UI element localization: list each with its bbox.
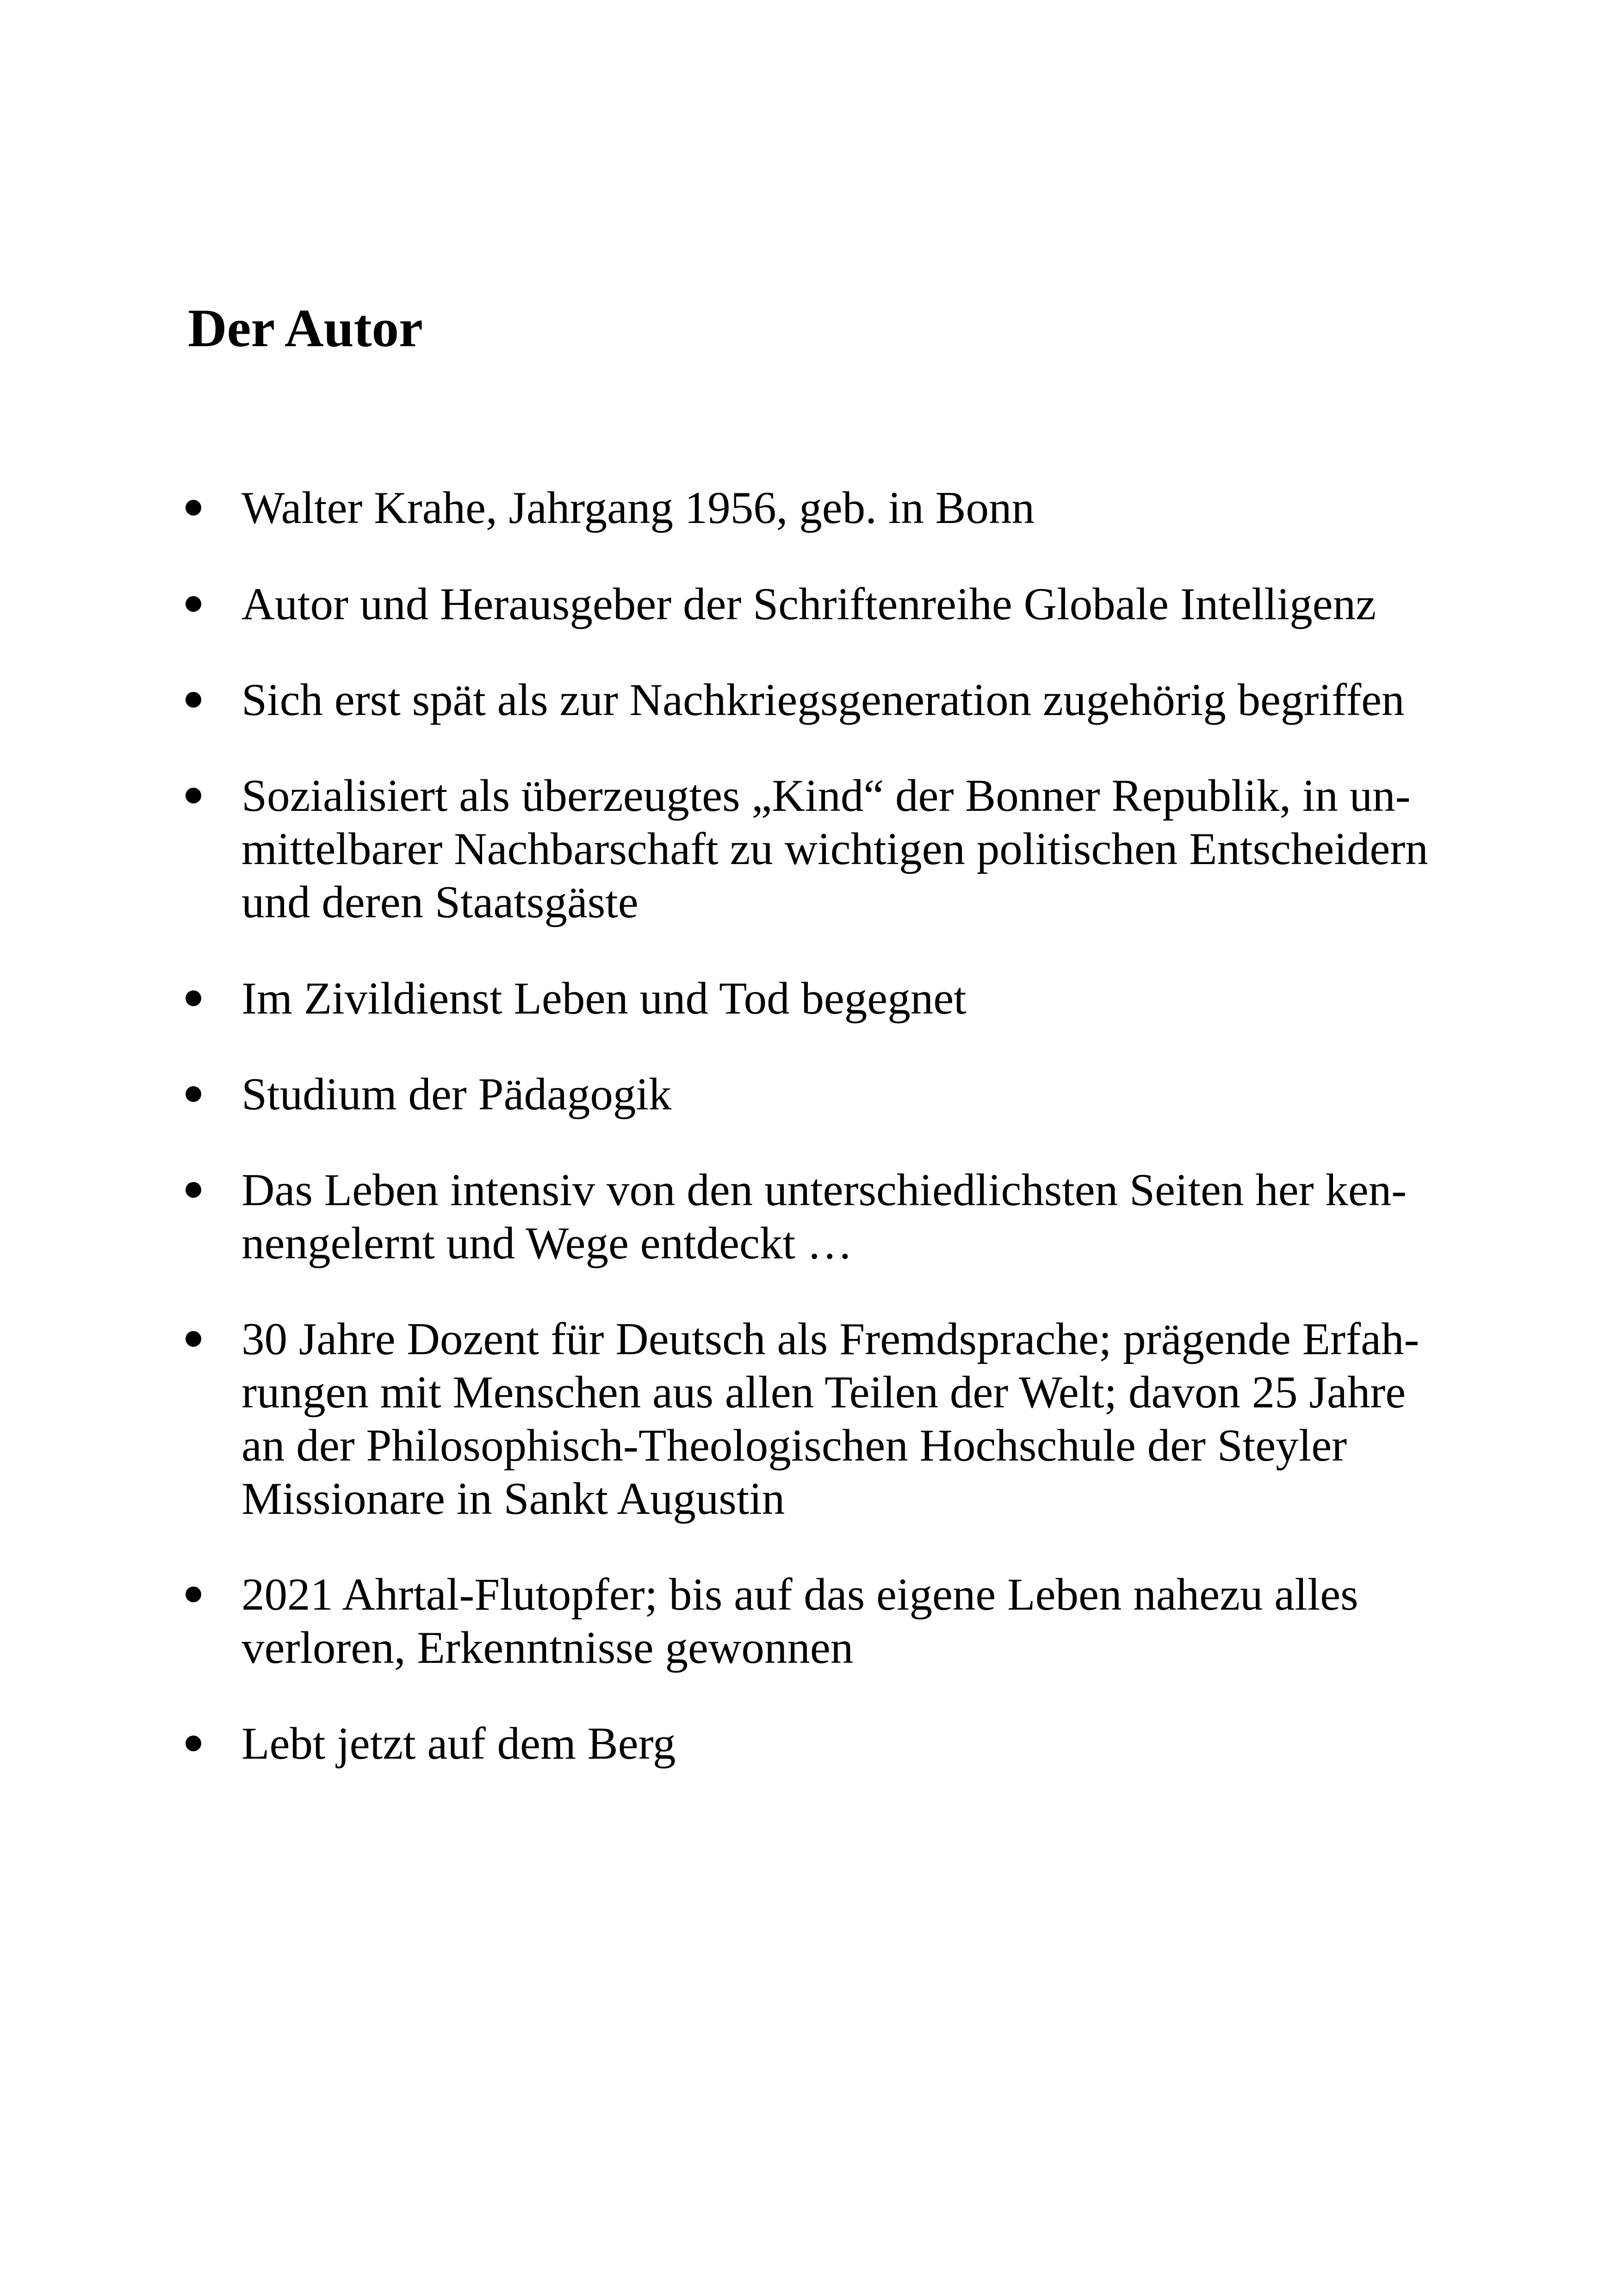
list-item-text bbox=[242, 673, 1500, 727]
bullet-icon bbox=[186, 1182, 201, 1198]
list-item-text bbox=[242, 1068, 1500, 1121]
text-line: Im Zivildienst Leben und Tod begegnet bbox=[242, 973, 967, 1024]
bullet-icon bbox=[186, 596, 201, 612]
text-line: verloren, Erkenntnisse gewonnen bbox=[242, 1623, 854, 1673]
text-line: Missionare in Sankt Augustin bbox=[242, 1474, 785, 1524]
text-line: Walter Krahe, Jahrgang 1956, geb. in Bonn bbox=[242, 483, 1035, 533]
text-line: Sozialisiert als überzeugtes „Kind“ der Bonner Republik, in un- bbox=[242, 771, 1411, 821]
list-item-text bbox=[242, 481, 1500, 535]
text-line: mittelbarer Nachbarschaft zu wichtigen politischen Entscheidern bbox=[242, 824, 1428, 874]
text-line: Studium der Pädagogik bbox=[242, 1069, 672, 1120]
list-item-text bbox=[242, 1313, 1500, 1525]
list-item-text bbox=[242, 578, 1500, 631]
bullet-icon bbox=[186, 1086, 201, 1102]
text-line: Lebt jetzt auf dem Berg bbox=[242, 1718, 676, 1769]
bullet-icon bbox=[186, 1331, 201, 1347]
page-title: Der Autor bbox=[188, 299, 423, 358]
bullet-icon bbox=[186, 692, 201, 708]
text-line: Autor und Herausgeber der Schriftenreihe Globale Intelligenz bbox=[242, 579, 1376, 629]
bullet-icon bbox=[186, 788, 201, 803]
text-line: Das Leben intensiv von den unterschiedlichsten Seiten her ken- bbox=[242, 1165, 1407, 1215]
list-item-text bbox=[242, 1717, 1500, 1770]
list-item-text bbox=[242, 972, 1500, 1025]
text-line: und deren Staatsgäste bbox=[242, 877, 639, 927]
text-line: 30 Jahre Dozent für Deutsch als Fremdsprache; prägende Erfah- bbox=[242, 1314, 1420, 1364]
text-line: 2021 Ahrtal-Flutopfer; bis auf das eigene Leben nahezu alles bbox=[242, 1569, 1358, 1620]
bullet-icon bbox=[186, 1587, 201, 1602]
list-item-text bbox=[242, 769, 1500, 929]
text-line: Sich erst spät als zur Nachkriegsgeneration zugehörig begriffen bbox=[242, 675, 1405, 725]
bullet-icon bbox=[186, 500, 201, 516]
list-item-text bbox=[242, 1568, 1500, 1674]
list-item-text bbox=[242, 1164, 1500, 1270]
bullet-icon bbox=[186, 990, 201, 1006]
bullet-icon bbox=[186, 1736, 201, 1751]
text-line: nengelernt und Wege entdeckt … bbox=[242, 1218, 853, 1269]
text-line: an der Philosophisch-Theologischen Hochschule der Steyler bbox=[242, 1420, 1347, 1471]
text-line: rungen mit Menschen aus allen Teilen der Welt; davon 25 Jahre bbox=[242, 1367, 1406, 1418]
